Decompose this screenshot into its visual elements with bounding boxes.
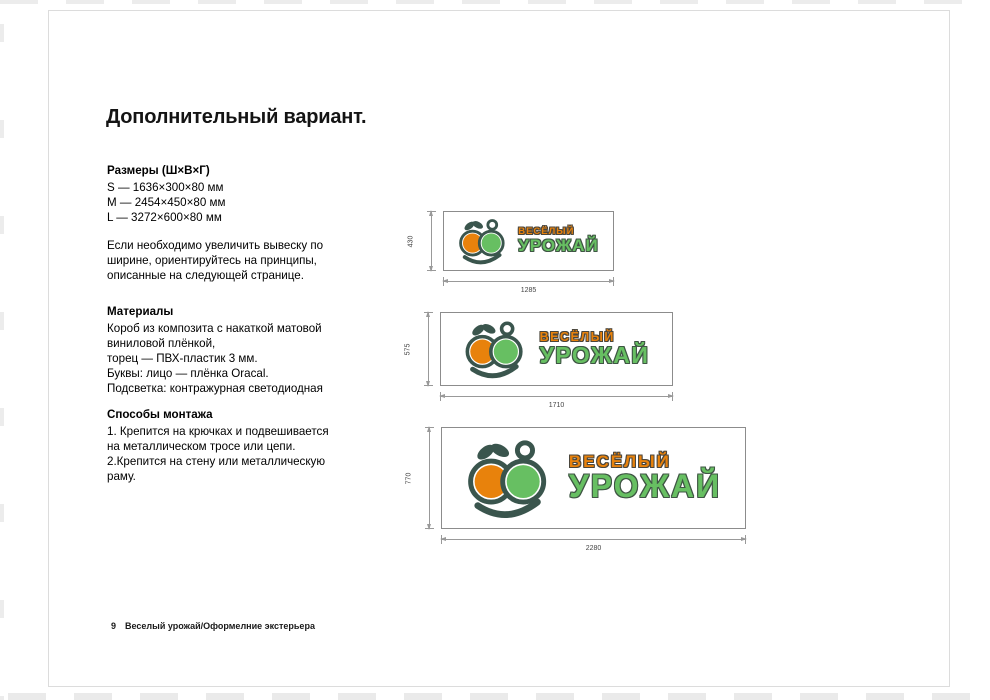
materials-section bbox=[107, 304, 323, 396]
width-dimension-label: 1710 bbox=[548, 402, 565, 409]
height-dimension-label: 770 bbox=[405, 472, 413, 484]
materials-line: торец — ПВХ-пластик 3 мм. bbox=[107, 352, 258, 365]
height-dimension-line bbox=[431, 211, 432, 271]
logo-word-veselyi: ВЕСЁЛЫЙ bbox=[518, 226, 575, 238]
mounting-section bbox=[107, 407, 329, 484]
height-dimension-label: 575 bbox=[404, 343, 412, 355]
materials-heading: Материалы bbox=[107, 305, 174, 318]
page-title: Дополнительный вариант. bbox=[106, 106, 367, 128]
note-paragraph bbox=[107, 238, 323, 283]
page-footer bbox=[111, 621, 315, 631]
footer-text: Веселый урожай/Оформелние экстерьера bbox=[125, 621, 315, 631]
logo-wordmark bbox=[518, 227, 599, 255]
mounting-line: на металлическом тросе или цепи. bbox=[107, 440, 296, 453]
size-line-s: S — 1636×300×80 мм bbox=[107, 181, 224, 194]
logo-word-urozhai: УРОЖАЙ bbox=[539, 341, 650, 368]
width-dimension-line bbox=[443, 281, 614, 282]
sign-mockup-m bbox=[404, 312, 673, 409]
footer-page-number: 9 bbox=[111, 621, 117, 631]
note-line: Если необходимо увеличить вывеску по bbox=[107, 239, 324, 252]
width-dimension-label: 1285 bbox=[520, 287, 537, 294]
canvas-edge-bottom bbox=[0, 693, 990, 700]
height-dimension-line bbox=[428, 312, 429, 386]
materials-line: Подсветка: контражурная светодиодная bbox=[107, 382, 323, 395]
logo-wordmark bbox=[540, 331, 650, 368]
size-line-m: M — 2454×450×80 мм bbox=[107, 196, 226, 209]
document-page bbox=[48, 10, 950, 687]
mounting-line: 2.Крепится на стену или металлическую bbox=[107, 455, 326, 468]
logo-wordmark bbox=[569, 453, 721, 504]
canvas-edge-top bbox=[0, 0, 990, 4]
note-line: ширине, ориентируйтесь на принципы, bbox=[107, 254, 317, 267]
harvest-smile-icon bbox=[466, 437, 559, 519]
width-dimension-label: 2280 bbox=[585, 545, 602, 552]
mounting-line: 1. Крепится на крючках и подвешивается bbox=[107, 425, 329, 438]
sizes-section bbox=[107, 163, 225, 225]
logo-word-urozhai: УРОЖАЙ bbox=[568, 468, 722, 505]
sign-mockup-s bbox=[407, 211, 614, 294]
size-line-l: L — 3272×600×80 мм bbox=[107, 211, 222, 224]
mounting-line: раму. bbox=[107, 470, 136, 483]
sizes-heading: Размеры (Ш×В×Г) bbox=[107, 164, 210, 177]
mounting-heading: Способы монтажа bbox=[107, 408, 213, 421]
logo-word-veselyi: ВЕСЁЛЫЙ bbox=[568, 451, 671, 471]
height-dimension-line bbox=[429, 427, 430, 529]
canvas-edge-left bbox=[0, 0, 4, 700]
width-dimension-line bbox=[441, 539, 746, 540]
materials-line: виниловой плёнкой, bbox=[107, 337, 216, 350]
height-dimension-label: 430 bbox=[407, 235, 415, 247]
materials-line: Буквы: лицо — плёнка Oracal. bbox=[107, 367, 269, 380]
sign-mockup-l bbox=[405, 427, 746, 552]
note-line: описанные на следующей странице. bbox=[107, 269, 304, 282]
harvest-smile-icon bbox=[458, 217, 512, 265]
width-dimension-line bbox=[440, 396, 673, 397]
harvest-smile-icon bbox=[464, 319, 532, 379]
logo-word-veselyi: ВЕСЁЛЫЙ bbox=[539, 329, 615, 344]
materials-line: Короб из композита с накаткой матовой bbox=[107, 322, 322, 335]
logo-word-urozhai: УРОЖАЙ bbox=[518, 236, 599, 256]
